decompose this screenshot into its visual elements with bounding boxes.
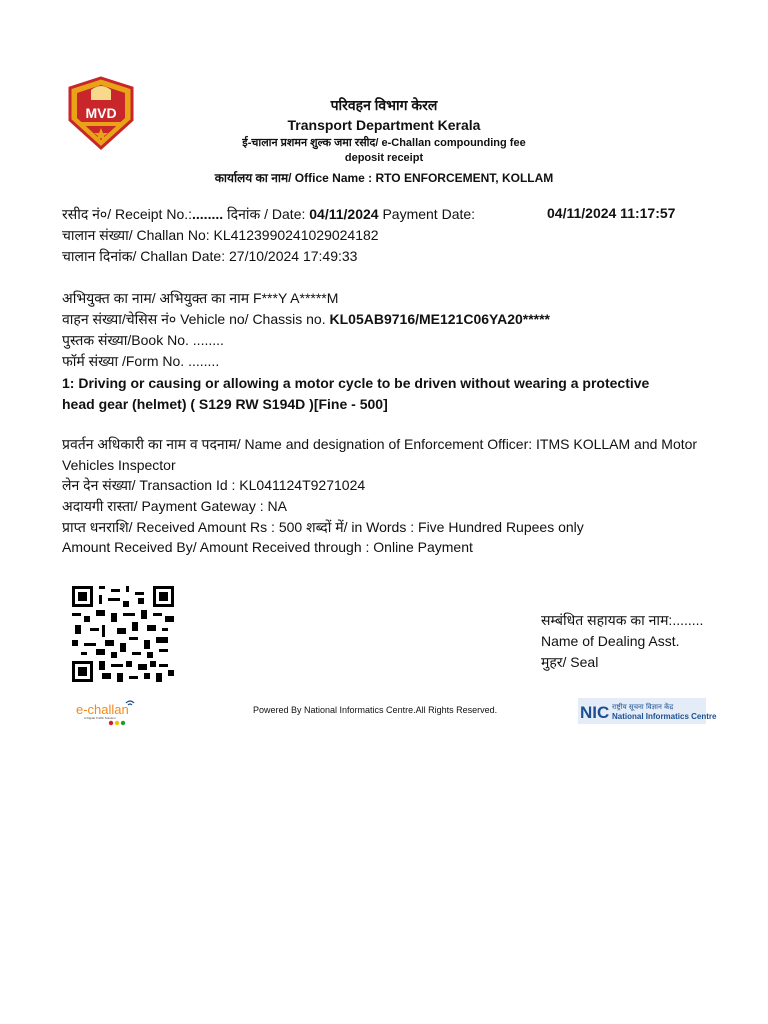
challan-date: चालान दिनांक/ Challan Date: 27/10/2024 17:49:33 — [62, 248, 358, 264]
received-by: Amount Received By/ Amount Received through : Online Payment — [62, 539, 473, 555]
transaction-id: लेन देन संख्या/ Transaction Id : KL041124T9271024 — [62, 477, 366, 493]
offence-description: 1: Driving or causing or allowing a motor cycle to be driven without wearing a protective head gear (helmet) ( S129 RW S194D )[Fine - 500] — [62, 375, 650, 412]
receipt-title-english: deposit receipt — [344, 152, 424, 164]
enforcement-officer: प्रवर्तन अधिकारी का नाम व पदनाम/ Name and designation of Enforcement Officer: ITMS KOLLAM and Motor Vehicles Inspector — [62, 436, 698, 473]
date-value: 04/11/2024 — [309, 206, 379, 222]
office-name: कार्यालय का नाम/ Office Name : RTO ENFORCEMENT, KOLLAM — [214, 171, 554, 185]
dept-name-english: Transport Department Kerala — [287, 117, 481, 133]
dept-name-hindi: परिवहन विभाग केरल — [330, 97, 438, 113]
receipt-title-hindi: ई-चालान प्रशमन शुल्क जमा रसीद/ e-Challan compounding fee — [242, 137, 526, 149]
receipt-no-label: रसीद नं०/ Receipt No.: — [62, 206, 193, 222]
echallan-logo — [74, 697, 140, 727]
echallan-tagline: A Digital Traffic Solution — [84, 716, 116, 720]
qr-code — [72, 586, 174, 682]
nic-logo — [578, 698, 717, 724]
book-no: पुस्तक संख्या/Book No. ........ — [62, 332, 224, 348]
challan-no: चालान संख्या/ Challan No: KL4123990241029024182 — [62, 227, 379, 243]
echallan-logo-text: e-challan — [76, 702, 129, 717]
receipt-line — [62, 205, 475, 224]
receipt-no-value: ........ — [192, 206, 224, 222]
payment-date-value: 04/11/2024 11:17:57 — [547, 205, 676, 221]
received-amount: प्राप्त धनराशि/ Received Amount Rs : 500 शब्दों में/ in Words : Five Hundred Rupees only — [62, 519, 584, 535]
accused-name: अभियुक्त का नाम/ अभियुक्त का नाम F***Y A*****M — [62, 290, 339, 306]
vehicle-value: KL05AB9716/ME121C06YA20***** — [329, 311, 551, 327]
mvd-logo-text: MVD — [85, 105, 117, 121]
payment-date-label: Payment Date: — [378, 206, 476, 222]
nic-logo-english: National Informatics Centre — [612, 712, 717, 721]
vehicle-line — [62, 310, 550, 329]
dealing-assistant-hindi: सम्बंधित सहायक का नाम:........ — [541, 612, 704, 628]
seal-label: मुहर/ Seal — [541, 654, 599, 670]
nic-logo-graphic — [578, 698, 717, 724]
date-label: दिनांक / Date: — [223, 206, 310, 222]
form-no: फॉर्म संख्या /Form No. ........ — [62, 353, 220, 369]
powered-by-text: Powered By National Informatics Centre.All Rights Reserved. — [253, 705, 498, 715]
nic-logo-hindi: राष्ट्रीय सूचना विज्ञान केंद्र — [612, 703, 674, 711]
payment-gateway: अदायगी रास्ता/ Payment Gateway : NA — [62, 498, 287, 514]
nic-logo-short: NIC — [580, 703, 610, 722]
dealing-assistant-english: Name of Dealing Asst. — [541, 633, 680, 649]
echallan-wifi-icon — [74, 697, 140, 727]
vehicle-label: वाहन संख्या/चेसिस नं० Vehicle no/ Chassis no. — [62, 311, 330, 327]
